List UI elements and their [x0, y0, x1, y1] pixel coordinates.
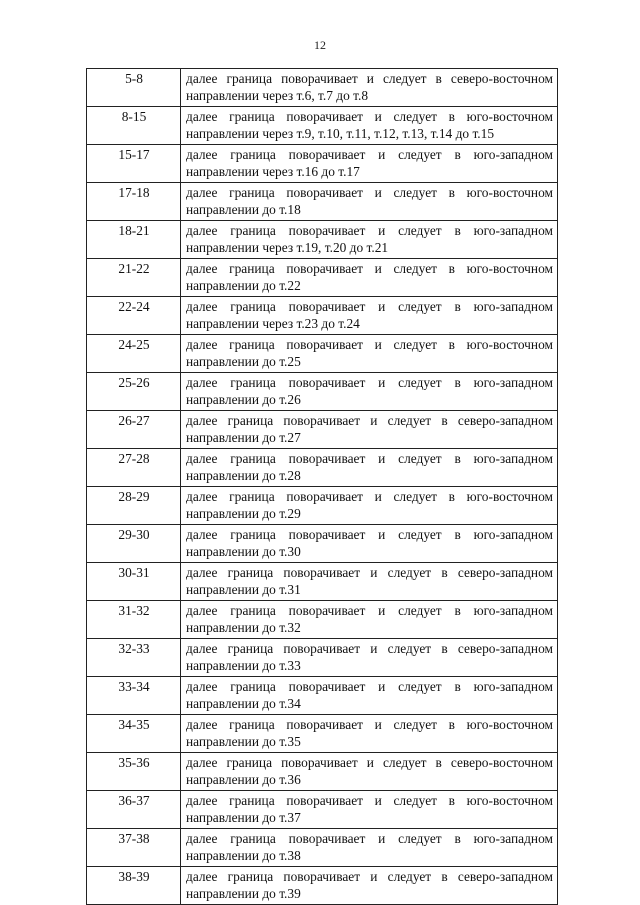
- description-cell: далее граница поворачивает и следует в северо-западном направлении до т.39: [181, 867, 558, 905]
- table-row: [87, 145, 558, 183]
- table-row: [87, 867, 558, 905]
- segment-cell: 34-35: [87, 715, 181, 753]
- description-cell: далее граница поворачивает и следует в юго-восточном направлении до т.29: [181, 487, 558, 525]
- table-row: [87, 259, 558, 297]
- table-row: [87, 297, 558, 335]
- segment-cell: 21-22: [87, 259, 181, 297]
- segment-cell: 26-27: [87, 411, 181, 449]
- segment-cell: 38-39: [87, 867, 181, 905]
- segment-cell: 29-30: [87, 525, 181, 563]
- segment-cell: 28-29: [87, 487, 181, 525]
- table-row: [87, 373, 558, 411]
- segment-cell: 18-21: [87, 221, 181, 259]
- description-cell: далее граница поворачивает и следует в юго-восточном направлении до т.22: [181, 259, 558, 297]
- table-row: [87, 183, 558, 221]
- table-row: [87, 563, 558, 601]
- description-cell: далее граница поворачивает и следует в северо-восточном направлении через т.6, т.7 до т.8: [181, 69, 558, 107]
- segment-cell: 37-38: [87, 829, 181, 867]
- description-cell: далее граница поворачивает и следует в юго-восточном направлении до т.35: [181, 715, 558, 753]
- description-cell: далее граница поворачивает и следует в юго-восточном направлении через т.9, т.10, т.11, т.12, т.13, т.14 до т.15: [181, 107, 558, 145]
- description-cell: далее граница поворачивает и следует в юго-западном направлении до т.26: [181, 373, 558, 411]
- segment-cell: 31-32: [87, 601, 181, 639]
- segment-cell: 36-37: [87, 791, 181, 829]
- description-cell: далее граница поворачивает и следует в юго-западном направлении через т.23 до т.24: [181, 297, 558, 335]
- table-row: [87, 107, 558, 145]
- description-cell: далее граница поворачивает и следует в юго-западном направлении до т.28: [181, 449, 558, 487]
- table-body: [87, 69, 558, 905]
- page-number: 12: [314, 38, 326, 52]
- segment-cell: 5-8: [87, 69, 181, 107]
- segment-cell: 22-24: [87, 297, 181, 335]
- description-cell: далее граница поворачивает и следует в северо-западном направлении до т.33: [181, 639, 558, 677]
- table-row: [87, 715, 558, 753]
- description-cell: далее граница поворачивает и следует в юго-западном направлении через т.19, т.20 до т.21: [181, 221, 558, 259]
- table-row: [87, 601, 558, 639]
- segment-cell: 32-33: [87, 639, 181, 677]
- description-cell: далее граница поворачивает и следует в юго-восточном направлении до т.25: [181, 335, 558, 373]
- segment-cell: 24-25: [87, 335, 181, 373]
- table-row: [87, 221, 558, 259]
- description-cell: далее граница поворачивает и следует в юго-восточном направлении до т.37: [181, 791, 558, 829]
- segment-cell: 35-36: [87, 753, 181, 791]
- table-row: [87, 335, 558, 373]
- segment-cell: 33-34: [87, 677, 181, 715]
- segment-cell: 27-28: [87, 449, 181, 487]
- table-row: [87, 411, 558, 449]
- description-cell: далее граница поворачивает и следует в юго-западном направлении до т.30: [181, 525, 558, 563]
- table-row: [87, 69, 558, 107]
- table-row: [87, 753, 558, 791]
- table-row: [87, 449, 558, 487]
- segment-cell: 30-31: [87, 563, 181, 601]
- description-cell: далее граница поворачивает и следует в северо-западном направлении до т.27: [181, 411, 558, 449]
- table-row: [87, 829, 558, 867]
- segment-cell: 8-15: [87, 107, 181, 145]
- segment-cell: 17-18: [87, 183, 181, 221]
- description-cell: далее граница поворачивает и следует в северо-восточном направлении до т.36: [181, 753, 558, 791]
- boundary-description-table: [86, 68, 558, 905]
- table-row: [87, 677, 558, 715]
- description-cell: далее граница поворачивает и следует в юго-западном направлении до т.32: [181, 601, 558, 639]
- table-row: [87, 525, 558, 563]
- description-cell: далее граница поворачивает и следует в юго-восточном направлении до т.18: [181, 183, 558, 221]
- description-cell: далее граница поворачивает и следует в юго-западном направлении до т.34: [181, 677, 558, 715]
- table-row: [87, 791, 558, 829]
- description-cell: далее граница поворачивает и следует в северо-западном направлении до т.31: [181, 563, 558, 601]
- description-cell: далее граница поворачивает и следует в юго-западном направлении через т.16 до т.17: [181, 145, 558, 183]
- segment-cell: 15-17: [87, 145, 181, 183]
- segment-cell: 25-26: [87, 373, 181, 411]
- table-row: [87, 487, 558, 525]
- description-cell: далее граница поворачивает и следует в юго-западном направлении до т.38: [181, 829, 558, 867]
- table-row: [87, 639, 558, 677]
